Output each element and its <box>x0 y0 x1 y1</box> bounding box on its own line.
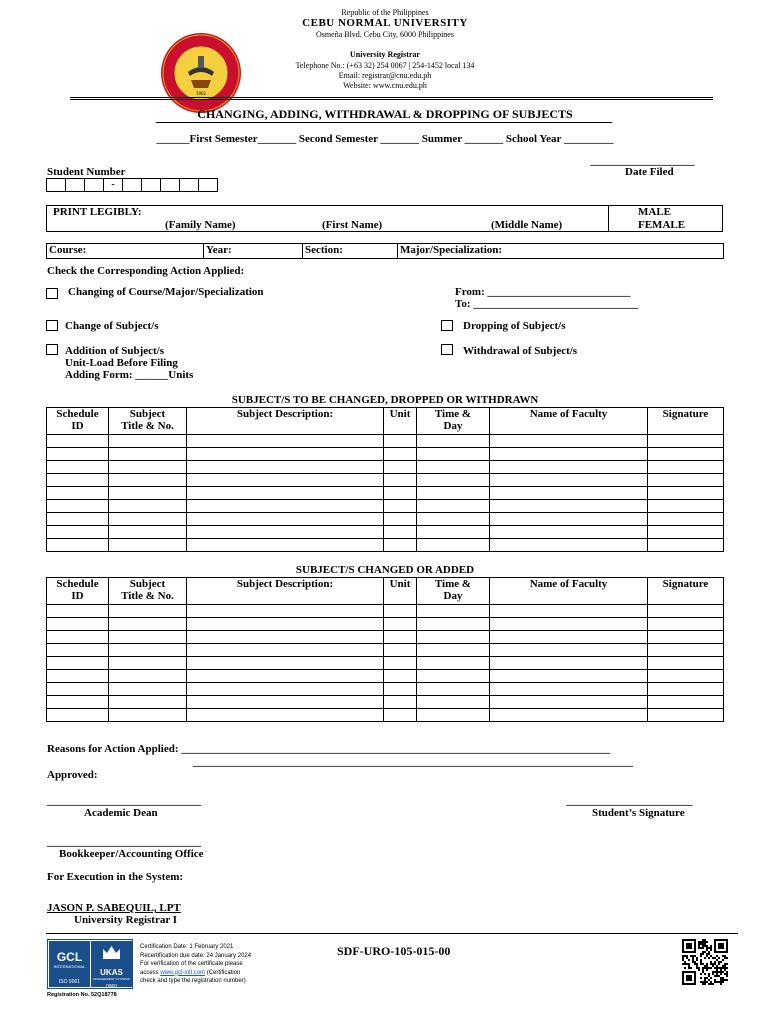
table-cell[interactable] <box>490 618 648 631</box>
table-cell[interactable] <box>187 435 384 448</box>
addition-checkbox[interactable] <box>46 344 58 355</box>
table-cell[interactable] <box>109 683 187 696</box>
table-row[interactable] <box>47 513 724 526</box>
col-signature: Signature <box>648 578 724 605</box>
col-subject-title: Title & No. <box>121 590 174 602</box>
dropping-checkbox[interactable] <box>441 320 453 331</box>
qr-code <box>682 939 728 985</box>
university-address: Osmeña Blvd. Cebu City, 6000 Philippines <box>316 30 454 39</box>
verify-text-3: check and type the registration number) <box>140 978 246 984</box>
col-schedule: Schedule <box>56 578 99 590</box>
ukas-logo <box>91 941 132 990</box>
col-day: Day <box>443 590 463 602</box>
ukas-logo-text: UKAS <box>100 968 123 977</box>
student-number-label: Student Number <box>47 166 126 178</box>
form-title: CHANGING, ADDING, WITHDRAWAL & DROPPING OF SUBJECTS <box>197 107 573 121</box>
table-cell[interactable] <box>384 526 417 539</box>
table-cell[interactable] <box>47 605 109 618</box>
telephone-text: Telephone No.: (+63 32) 254 0067 | 254-1452 local 134 <box>295 61 475 70</box>
course-row[interactable] <box>46 243 724 259</box>
table-cell[interactable] <box>109 448 187 461</box>
gcl-logo-sub: INTERNATIONAL <box>53 964 86 969</box>
table-cell[interactable] <box>490 539 648 552</box>
table-row[interactable] <box>47 448 724 461</box>
col-schedule-id: ID <box>71 590 84 602</box>
date-filed-line[interactable]: ___________________ <box>590 155 695 167</box>
check-action-label: Check the Corresponding Action Applied: <box>47 265 245 277</box>
table-cell[interactable] <box>648 644 724 657</box>
table-cell[interactable] <box>187 474 384 487</box>
col-schedule: Schedule <box>56 408 99 420</box>
table-cell[interactable] <box>109 657 187 670</box>
table-cell[interactable] <box>648 435 724 448</box>
table-row[interactable] <box>47 474 724 487</box>
table-cell[interactable] <box>187 500 384 513</box>
table-cell[interactable] <box>187 448 384 461</box>
execution-label: For Execution in the System: <box>47 871 184 883</box>
table-cell[interactable] <box>417 500 490 513</box>
office-name: University Registrar <box>350 50 420 59</box>
table-cell[interactable] <box>490 526 648 539</box>
col-signature: Signature <box>648 408 724 435</box>
table-cell[interactable] <box>109 513 187 526</box>
table-cell[interactable] <box>187 618 384 631</box>
table-cell[interactable] <box>187 513 384 526</box>
table-header-row <box>47 578 724 605</box>
middle-name-label: (Middle Name) <box>491 219 563 231</box>
adding-form-label[interactable]: Adding Form: ______Units <box>65 369 194 381</box>
table-row[interactable] <box>47 644 724 657</box>
table-row[interactable] <box>47 670 724 683</box>
verify-text-2b: (Certification <box>205 969 241 976</box>
change-subject-checkbox[interactable] <box>46 320 58 331</box>
bookkeeper-signature-line[interactable]: ____________________________ <box>47 836 201 848</box>
table1-title: SUBJECT/S TO BE CHANGED, DROPPED OR WITHDRAWN <box>231 394 539 406</box>
table-cell[interactable] <box>384 435 417 448</box>
table-cell[interactable] <box>384 683 417 696</box>
student-number-boxes[interactable] <box>46 178 218 192</box>
table-cell[interactable] <box>187 670 384 683</box>
approved-label: Approved: <box>47 769 98 781</box>
subjects-added-table[interactable] <box>46 577 724 722</box>
table-row[interactable] <box>47 696 724 709</box>
bookkeeper-label: Bookkeeper/Accounting Office <box>59 848 204 860</box>
cert-date: Certification Date: 1 February 2021 <box>140 944 234 950</box>
table-cell[interactable] <box>648 461 724 474</box>
col-description: Subject Description: <box>187 408 384 435</box>
table-cell[interactable] <box>417 644 490 657</box>
reasons-line[interactable]: Reasons for Action Applied: ______________________________________________________________________________ <box>47 743 611 755</box>
female-option[interactable]: FEMALE <box>638 219 686 231</box>
changing-course-checkbox[interactable] <box>46 288 58 299</box>
table-cell[interactable] <box>490 474 648 487</box>
col-subject: Subject <box>129 578 166 590</box>
gcl-logo-text: GCL <box>56 950 83 964</box>
table-cell[interactable] <box>490 448 648 461</box>
table-cell[interactable] <box>648 605 724 618</box>
col-time: Time & <box>434 578 472 590</box>
table-cell[interactable] <box>648 474 724 487</box>
registrar-title: University Registrar I <box>74 914 178 926</box>
table-cell[interactable] <box>47 709 109 722</box>
table-cell[interactable] <box>490 657 648 670</box>
dropping-label: Dropping of Subject/s <box>463 320 566 332</box>
col-time: Time & <box>434 408 472 420</box>
table-row[interactable] <box>47 683 724 696</box>
table-cell[interactable] <box>490 631 648 644</box>
table-cell[interactable] <box>109 618 187 631</box>
table-cell[interactable] <box>47 500 109 513</box>
verify-text-2a: access <box>140 969 161 976</box>
table-cell[interactable] <box>187 631 384 644</box>
table-cell[interactable] <box>417 474 490 487</box>
table-row[interactable] <box>47 657 724 670</box>
table-cell[interactable] <box>648 696 724 709</box>
print-legibly-label: PRINT LEGIBLY: <box>53 206 142 218</box>
website-text: Website: www.cnu.edu.ph <box>343 81 427 90</box>
table-cell[interactable] <box>490 513 648 526</box>
verify-text-1: For verification of the certificate please <box>140 961 243 967</box>
gcl-link[interactable]: www.gcl-intl.com <box>160 969 206 976</box>
table-cell[interactable] <box>648 657 724 670</box>
term-line[interactable]: ______First Semester_______ Second Semester _______ Summer _______ School Year _________ <box>156 133 614 145</box>
table-cell[interactable] <box>109 644 187 657</box>
table-row[interactable] <box>47 618 724 631</box>
change-subject-label: Change of Subject/s <box>65 320 159 332</box>
gcl-logo <box>49 941 90 987</box>
table-header-row <box>47 408 724 435</box>
section-label[interactable]: Section: <box>303 244 398 259</box>
table-cell[interactable] <box>109 631 187 644</box>
table-cell[interactable] <box>384 709 417 722</box>
table-cell[interactable] <box>490 696 648 709</box>
table-cell[interactable] <box>187 539 384 552</box>
reasons-line-2[interactable]: ________________________________________________________________________________ <box>193 756 633 768</box>
table-cell[interactable] <box>47 683 109 696</box>
unit-load-label: Unit-Load Before Filing <box>65 357 178 369</box>
table-cell[interactable] <box>490 487 648 500</box>
table-cell[interactable] <box>417 657 490 670</box>
addition-label: Addition of Subject/s <box>65 345 165 357</box>
table-cell[interactable] <box>109 487 187 500</box>
table2-title: SUBJECT/S CHANGED OR ADDED <box>295 564 475 576</box>
table-cell[interactable] <box>384 461 417 474</box>
table-cell[interactable] <box>648 670 724 683</box>
certification-info <box>140 943 280 986</box>
registration-number: Registration No. 52Q18778 <box>47 992 117 998</box>
table-cell[interactable] <box>109 696 187 709</box>
table-cell[interactable] <box>490 461 648 474</box>
academic-dean-label: Academic Dean <box>84 807 158 819</box>
to-line[interactable]: To: ______________________________ <box>455 298 639 310</box>
col-schedule-id: ID <box>71 420 84 432</box>
table-cell[interactable] <box>417 618 490 631</box>
table-cell[interactable] <box>109 670 187 683</box>
table-cell[interactable] <box>417 670 490 683</box>
certification-logos <box>47 939 133 989</box>
table-cell[interactable] <box>384 696 417 709</box>
table-cell[interactable] <box>47 539 109 552</box>
table-cell[interactable] <box>417 683 490 696</box>
ukas-number: 0960 <box>105 984 118 990</box>
table-cell[interactable] <box>648 618 724 631</box>
table-cell[interactable] <box>417 435 490 448</box>
ukas-logo-sub: MANAGEMENT SYSTEMS <box>93 977 130 981</box>
table-cell[interactable] <box>648 539 724 552</box>
table-cell[interactable] <box>648 513 724 526</box>
table-cell[interactable] <box>384 487 417 500</box>
table-row[interactable] <box>47 605 724 618</box>
table-cell[interactable] <box>187 461 384 474</box>
table-cell[interactable] <box>384 448 417 461</box>
table-cell[interactable] <box>109 500 187 513</box>
col-unit: Unit <box>384 408 417 435</box>
table-cell[interactable] <box>648 448 724 461</box>
university-name: CEBU NORMAL UNIVERSITY <box>302 17 468 29</box>
table-cell[interactable] <box>490 683 648 696</box>
course-label[interactable]: Course: <box>47 244 204 259</box>
table-cell[interactable] <box>109 474 187 487</box>
table-cell[interactable] <box>648 526 724 539</box>
changing-course-label: Changing of Course/Major/Specialization <box>68 286 264 298</box>
svg-text:1902: 1902 <box>195 91 207 96</box>
table-cell[interactable] <box>47 513 109 526</box>
student-signature-label: Student’s Signature <box>592 807 685 819</box>
table-cell[interactable] <box>648 487 724 500</box>
col-subject: Subject <box>129 408 166 420</box>
table-cell[interactable] <box>417 605 490 618</box>
email-text: Email: registrar@cnu.edu.ph <box>338 71 432 80</box>
from-line[interactable]: From: __________________________ <box>455 286 631 298</box>
table-cell[interactable] <box>417 631 490 644</box>
table-cell[interactable] <box>47 474 109 487</box>
table-cell[interactable] <box>384 670 417 683</box>
table-cell[interactable] <box>648 500 724 513</box>
table-cell[interactable] <box>417 526 490 539</box>
table-row[interactable] <box>47 631 724 644</box>
table-cell[interactable] <box>648 709 724 722</box>
table-cell[interactable] <box>187 487 384 500</box>
sn-dash: - <box>104 179 123 192</box>
table-cell[interactable] <box>648 683 724 696</box>
table-cell[interactable] <box>417 448 490 461</box>
table-cell[interactable] <box>47 487 109 500</box>
table-cell[interactable] <box>417 709 490 722</box>
table-cell[interactable] <box>384 644 417 657</box>
table-cell[interactable] <box>384 513 417 526</box>
col-faculty: Name of Faculty <box>490 578 648 605</box>
table-cell[interactable] <box>384 618 417 631</box>
table-cell[interactable] <box>47 526 109 539</box>
table-cell[interactable] <box>187 526 384 539</box>
table-cell[interactable] <box>109 539 187 552</box>
student-signature-line[interactable]: _______________________ <box>566 795 693 807</box>
table-cell[interactable] <box>490 435 648 448</box>
iso-text: ISO 9001 <box>58 979 81 985</box>
crown-icon <box>91 941 132 963</box>
table-cell[interactable] <box>417 539 490 552</box>
table-cell[interactable] <box>47 631 109 644</box>
family-name-label: (Family Name) <box>165 219 236 231</box>
col-subject-title: Title & No. <box>121 420 174 432</box>
table-cell[interactable] <box>47 670 109 683</box>
republic-text: Republic of the Philippines <box>341 8 429 17</box>
table-cell[interactable] <box>417 696 490 709</box>
withdrawal-checkbox[interactable] <box>441 344 453 355</box>
dean-signature-line[interactable]: ____________________________ <box>47 795 201 807</box>
table-cell[interactable] <box>47 696 109 709</box>
table-cell[interactable] <box>384 657 417 670</box>
table-cell[interactable] <box>47 618 109 631</box>
table-cell[interactable] <box>648 631 724 644</box>
col-faculty: Name of Faculty <box>490 408 648 435</box>
table-cell[interactable] <box>109 435 187 448</box>
table-cell[interactable] <box>47 448 109 461</box>
table-cell[interactable] <box>47 644 109 657</box>
table-cell[interactable] <box>384 539 417 552</box>
table-cell[interactable] <box>47 657 109 670</box>
table-cell[interactable] <box>187 683 384 696</box>
major-label[interactable]: Major/Specialization: <box>398 244 724 259</box>
table-cell[interactable] <box>109 605 187 618</box>
table-cell[interactable] <box>187 644 384 657</box>
university-seal <box>160 32 242 114</box>
table-cell[interactable] <box>384 605 417 618</box>
registrar-name: JASON P. SABEQUIL, LPT <box>47 902 181 914</box>
table-cell[interactable] <box>47 461 109 474</box>
table-cell[interactable] <box>490 500 648 513</box>
col-description: Subject Description: <box>187 578 384 605</box>
table-row[interactable] <box>47 709 724 722</box>
table-cell[interactable] <box>384 474 417 487</box>
table-cell[interactable] <box>490 670 648 683</box>
withdrawal-label: Withdrawal of Subject/s <box>463 345 578 357</box>
form-code: SDF-URO-105-015-00 <box>337 944 451 958</box>
male-option[interactable]: MALE <box>638 206 671 218</box>
table-row[interactable] <box>47 435 724 448</box>
table-cell[interactable] <box>490 709 648 722</box>
table-cell[interactable] <box>109 709 187 722</box>
table-cell[interactable] <box>187 657 384 670</box>
col-day: Day <box>443 420 463 432</box>
table-row[interactable] <box>47 526 724 539</box>
table-cell[interactable] <box>417 513 490 526</box>
first-name-label: (First Name) <box>322 219 383 231</box>
year-label[interactable]: Year: <box>204 244 303 259</box>
table-cell[interactable] <box>187 696 384 709</box>
table-row[interactable] <box>47 500 724 513</box>
table-cell[interactable] <box>384 631 417 644</box>
table-cell[interactable] <box>109 526 187 539</box>
table-cell[interactable] <box>187 605 384 618</box>
table-row[interactable] <box>47 487 724 500</box>
table-cell[interactable] <box>47 435 109 448</box>
table-cell[interactable] <box>417 487 490 500</box>
table-cell[interactable] <box>417 461 490 474</box>
table-cell[interactable] <box>490 605 648 618</box>
table-cell[interactable] <box>187 709 384 722</box>
table-row[interactable] <box>47 461 724 474</box>
table-row[interactable] <box>47 539 724 552</box>
table-cell[interactable] <box>490 644 648 657</box>
table-cell[interactable] <box>384 500 417 513</box>
subjects-dropped-table[interactable] <box>46 407 724 552</box>
col-unit: Unit <box>384 578 417 605</box>
table-cell[interactable] <box>109 461 187 474</box>
recert-date: Recertification due date: 24 January 2024 <box>140 952 252 959</box>
date-filed-label: Date Filed <box>625 166 674 178</box>
